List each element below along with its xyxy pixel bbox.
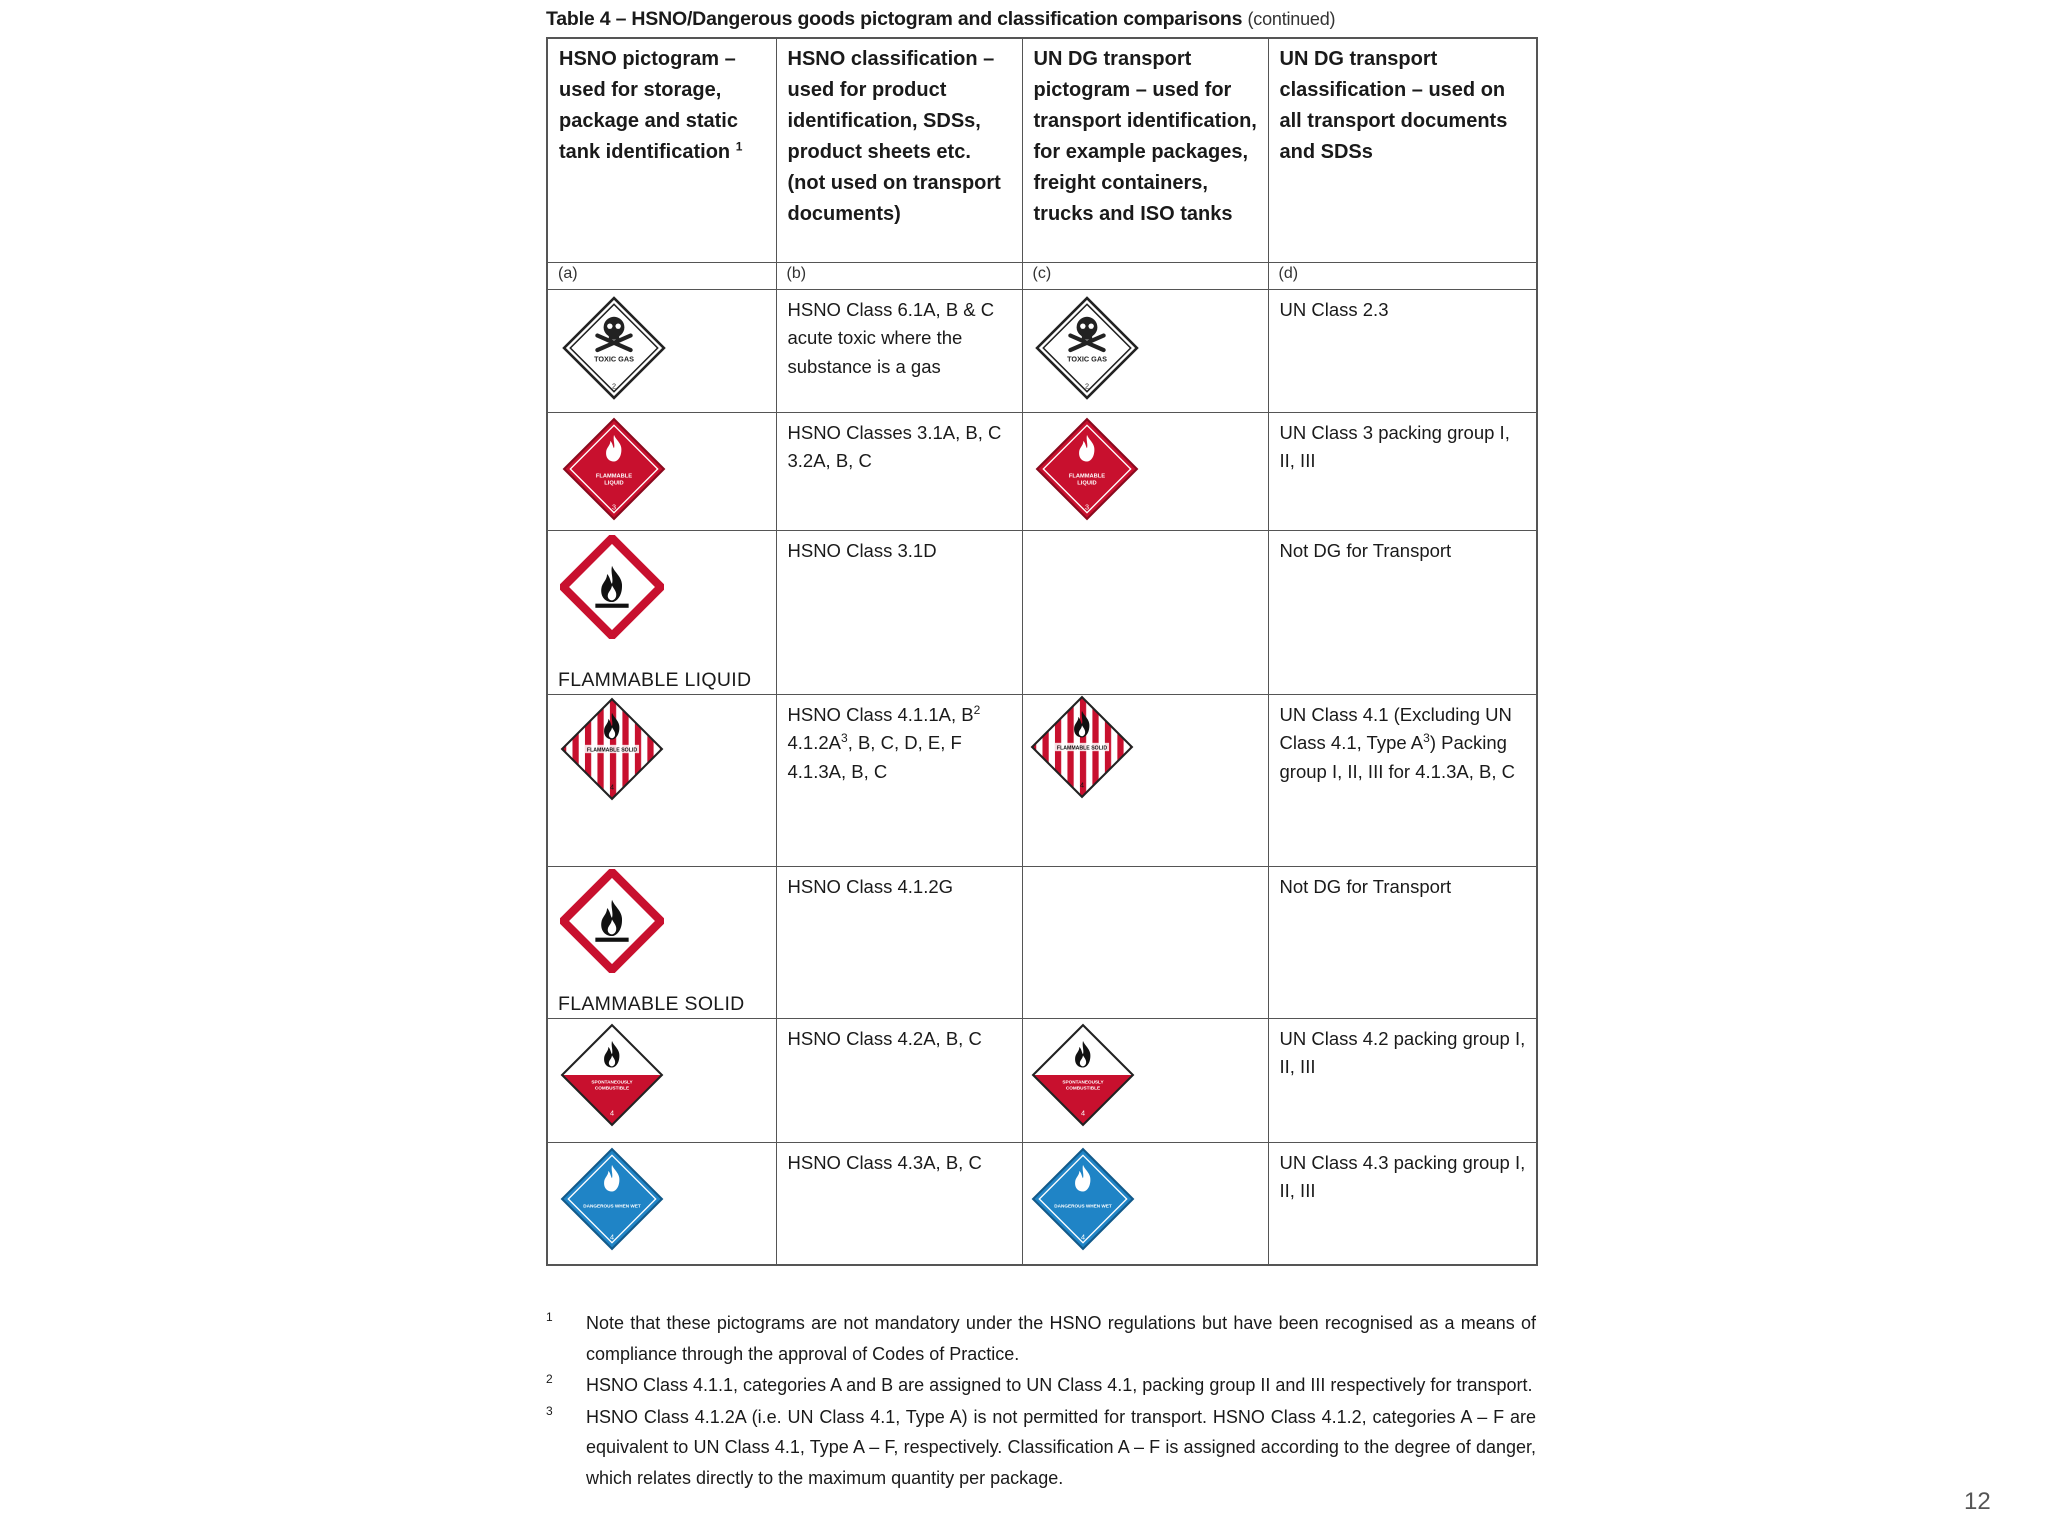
table-caption [546,8,1536,31]
un-class-cell: UN Class 4.1 (Excluding UN Class 4.1, Type $A^3$) Packing group I, II, III for 4.1.3A, B, C [1268,694,1537,866]
table-row [547,412,1537,530]
un-pictogram-cell [1022,289,1268,412]
pictogram-label: FLAMMABLE SOLID [558,992,745,1015]
table-row [547,289,1537,412]
un-class-cell: UN Class 3 packing group I, II, III [1268,412,1537,530]
spontaneously-combustible-diamond-icon [560,1023,664,1127]
footnote: 2 HSNO Class 4.1.1, categories A and B are assigned to UN Class 4.1, packing group II and III respectively for transport. [546,1372,1533,1395]
toxic-gas-diamond-icon [1035,296,1139,400]
hsno-pictogram-cell [547,1018,776,1142]
table-continued: (continued) [1247,9,1336,29]
hsno-class-cell: HSNO Class 4.1.1A, $B^2$ $4.1.2A^3$, B, C, D, E, F 4.1.3A, B, C [776,694,1022,866]
hsno-pictogram-cell [547,530,776,694]
un-class-cell: UN Class 4.2 packing group I, II, III [1268,1018,1537,1142]
un-pictogram-cell [1022,412,1268,530]
un-class-cell: UN Class 2.3 [1268,289,1537,412]
un-pictogram-cell [1022,694,1268,866]
un-class-cell: Not DG for Transport [1268,530,1537,694]
flammable-liquid-red-diamond-icon [562,417,666,521]
flammable-liquid-red-diamond-icon [1035,417,1139,521]
hsno-pictogram-cell [547,866,776,1018]
table-row [547,694,1537,866]
classification-table [546,37,1538,1266]
hsno-pictogram-cell [547,412,776,530]
footnote: 3 HSNO Class 4.1.2A (i.e. UN Class 4.1, Type A) is not permitted for transport. HSNO Class 4.1.2, categories A – F are equivalent to UN Class 4.1, Type A – F, respectively. Classification A – F is assigned according to the degree of danger, which relates directly to the maximum quantity per package. [546,1403,1536,1488]
flammable-solid-striped-diamond-icon [560,697,664,801]
hsno-class-cell: HSNO Classes 3.1A, B, C 3.2A, B, C [776,412,1022,530]
ghs-flame-icon [560,869,664,973]
header-hsno-pictogram: HSNO pictogram –used for storage, package and static tank identification $^1$ [547,38,776,262]
flammable-solid-striped-diamond-icon [1030,695,1134,799]
table-row [547,530,1537,694]
hsno-class-cell: HSNO Class 4.2A, B, C [776,1018,1022,1142]
table-header-row [547,38,1537,262]
col-letter-c: (c) [1022,262,1268,289]
dangerous-when-wet-diamond-icon [560,1147,664,1251]
col-letter-b: (b) [776,262,1022,289]
table-row [547,1142,1537,1265]
hsno-class-cell: HSNO Class 4.3A, B, C [776,1142,1022,1265]
toxic-gas-diamond-icon [562,296,666,400]
header-hsno-classification: HSNO classification – used for product identification, SDSs, product sheets etc. (not used on transport documents) [776,38,1022,262]
header-un-pictogram: UN DG transport pictogram – used for transport identification, for example packages, freight containers, trucks and ISO tanks [1022,38,1268,262]
column-letter-row [547,262,1537,289]
hsno-class-cell: HSNO Class 4.1.2G [776,866,1022,1018]
header-un-classification: UN DG transport classification – used on all transport documents and SDSs [1268,38,1537,262]
un-pictogram-cell [1022,866,1268,1018]
footnotes [546,1308,1536,1494]
un-class-cell: UN Class 4.3 packing group I, II, III [1268,1142,1537,1265]
hsno-pictogram-cell [547,289,776,412]
pictogram-label: FLAMMABLE LIQUID [558,668,752,691]
spontaneously-combustible-diamond-icon [1031,1023,1135,1127]
un-class-cell: Not DG for Transport [1268,866,1537,1018]
table-title: Table 4 – HSNO/Dangerous goods pictogram and classification comparisons [546,8,1243,30]
hsno-pictogram-cell [547,694,776,866]
col-letter-d: (d) [1268,262,1537,289]
un-pictogram-cell [1022,1142,1268,1265]
hsno-class-cell: HSNO Class 6.1A, B & C acute toxic where the substance is a gas [776,289,1022,412]
ghs-flame-icon [560,535,664,639]
un-pictogram-cell [1022,530,1268,694]
hsno-pictogram-cell [547,1142,776,1265]
un-pictogram-cell [1022,1018,1268,1142]
dangerous-when-wet-diamond-icon [1031,1147,1135,1251]
page-number: 12 [1964,1488,1991,1515]
col-letter-a: (a) [547,262,776,289]
footnote: 1 Note that these pictograms are not mandatory under the HSNO regulations but have been recognised as a means of compliance through the approval of Codes of Practice. [546,1310,1536,1364]
table-row [547,866,1537,1018]
hsno-class-cell: HSNO Class 3.1D [776,530,1022,694]
table-row [547,1018,1537,1142]
